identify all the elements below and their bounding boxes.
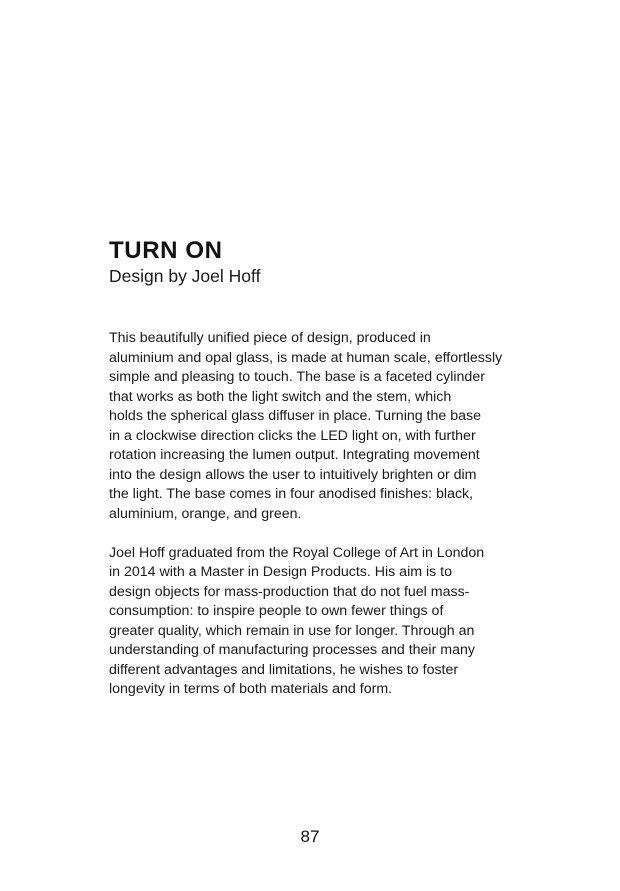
paragraph-description xyxy=(109,329,524,524)
text-line: in a clockwise direction clicks the LED light on, with further xyxy=(109,427,476,444)
text-line: consumption: to inspire people to own fewer things of xyxy=(109,603,444,619)
text-line: in 2014 with a Master in Design Products. His aim is to xyxy=(109,564,453,580)
text-line: different advantages and limitations, he wishes to foster xyxy=(109,661,459,678)
page-title: TURN ON xyxy=(109,237,223,264)
text-line: This beautifully unified piece of design, produced in xyxy=(109,330,431,346)
text-line: aluminium and opal glass, is made at human scale, effortlessly xyxy=(109,349,503,366)
text-line: simple and pleasing to touch. The base is a faceted cylinder xyxy=(109,369,485,385)
text-line: greater quality, which remain in use for longer. Through an xyxy=(109,622,475,639)
designer-credit: Design by Joel Hoff xyxy=(109,266,261,286)
page-number: 87 xyxy=(300,827,320,846)
text-line: aluminium, orange, and green. xyxy=(109,505,302,522)
text-line: Joel Hoff graduated from the Royal College of Art in London xyxy=(109,544,485,561)
text-line: that works as both the light switch and the stem, which xyxy=(109,388,452,405)
text-line: longevity in terms of both materials and form. xyxy=(109,681,393,697)
body-text xyxy=(109,329,524,700)
text-line: rotation increasing the lumen output. Integrating movement xyxy=(109,447,480,463)
text-line: holds the spherical glass diffuser in place. Turning the base xyxy=(109,408,481,424)
text-line: design objects for mass-production that do not fuel mass- xyxy=(109,583,470,600)
text-line: into the design allows the user to intuitively brighten or dim xyxy=(109,466,477,483)
text-line: the light. The base comes in four anodised finishes: black, xyxy=(109,486,474,502)
paragraph-biography xyxy=(109,544,524,700)
text-line: understanding of manufacturing processes and their many xyxy=(109,642,475,658)
